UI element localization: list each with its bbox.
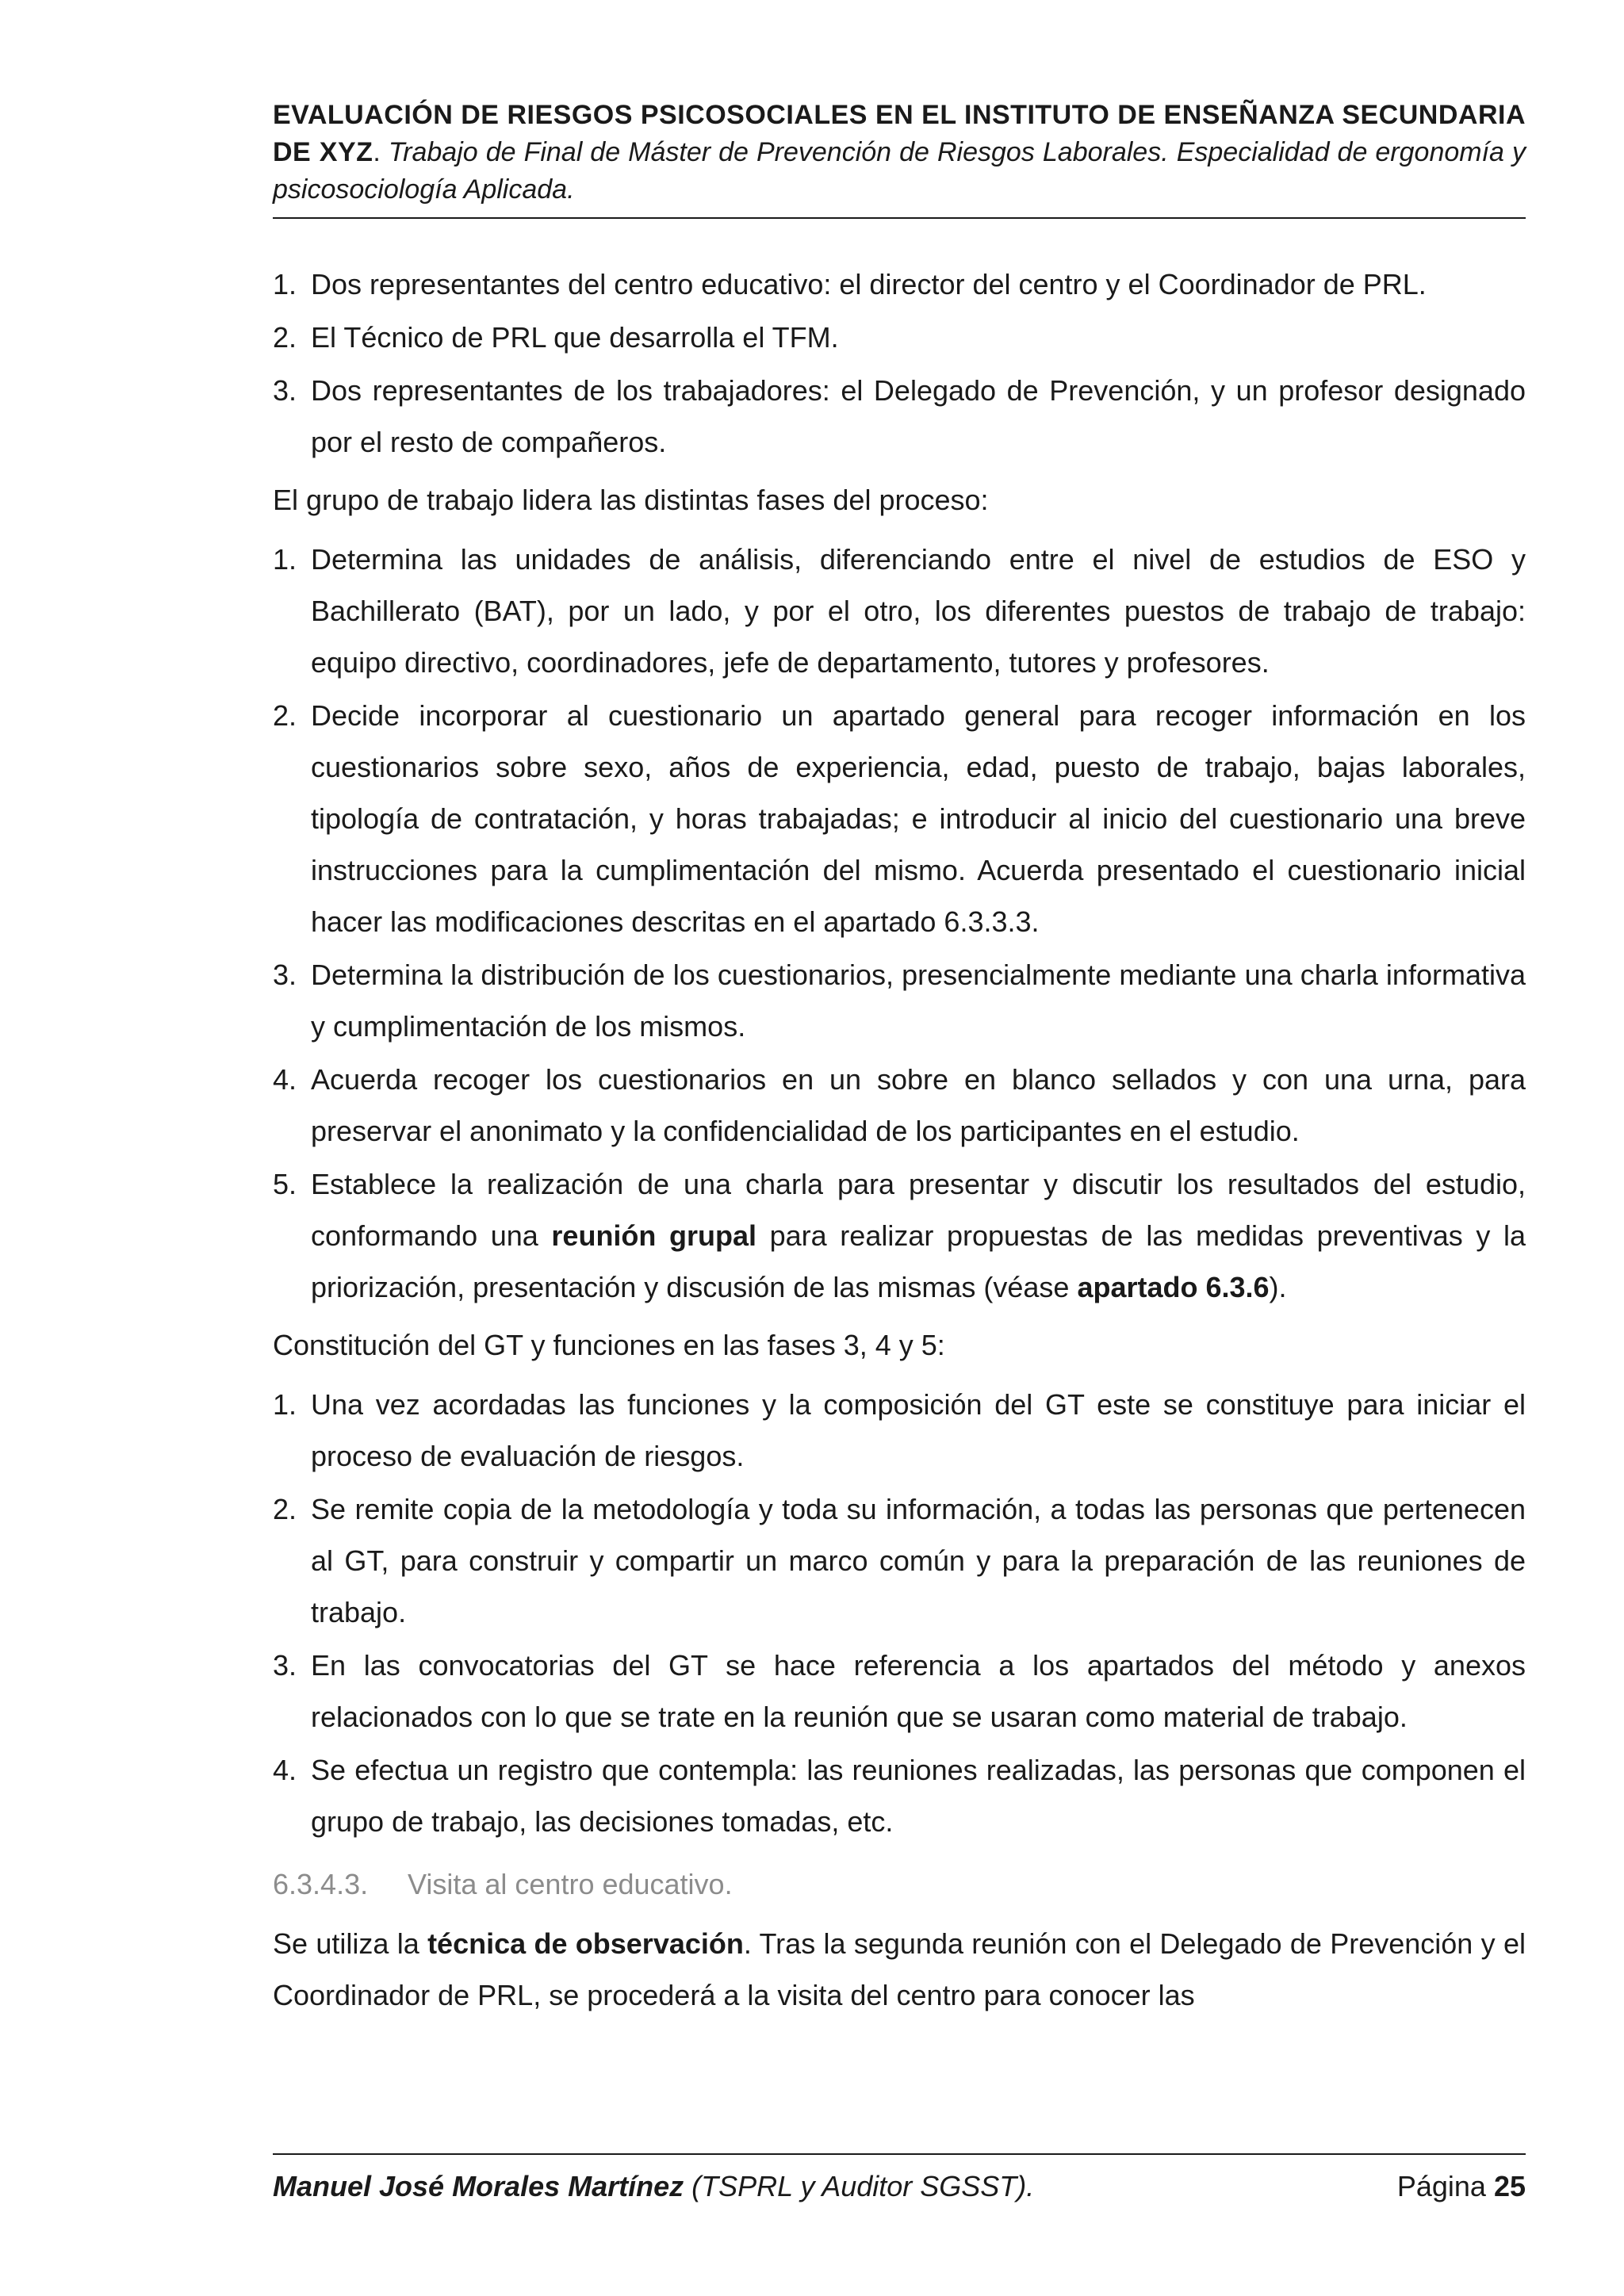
author-role: (TSPRL y Auditor SGSST).: [684, 2170, 1035, 2202]
page-footer: [273, 2163, 1526, 2210]
list-number: 4.: [273, 1754, 297, 1786]
header-title: EVALUACIÓN DE RIESGOS PSICOSOCIALES EN EL INSTITUTO DE ENSEÑANZA SECUNDARIA DE XYZ: [273, 100, 1526, 167]
header-title-end: .: [373, 137, 381, 167]
list-number: 3.: [273, 1649, 297, 1682]
list-number: 4.: [273, 1063, 297, 1096]
list-number: 1.: [273, 268, 297, 300]
list-item: [273, 690, 1526, 947]
list-gt-functions: [273, 1379, 1526, 1847]
list-text: Dos representantes del centro educativo: el director del centro y el Coordinador de PRL.: [311, 268, 1427, 300]
list-number: 3.: [273, 959, 297, 991]
header-subtitle: Trabajo de Final de Máster de Prevención de Riesgos Laborales. Especialidad de ergonomía y psicosociología Aplicada.: [273, 137, 1526, 205]
list-text: Se efectua un registro que contempla: las reuniones realizadas, las personas que componen el grupo de trabajo, las decisiones tomadas, etc.: [311, 1754, 1526, 1838]
list-item: [273, 1640, 1526, 1743]
list-number: 1.: [273, 543, 297, 576]
list-number: 3.: [273, 374, 297, 407]
list-text: Determina las unidades de análisis, diferenciando entre el nivel de estudios de ESO y Bachillerato (BAT), por un lado, y por el otro, los diferentes puestos de trabajo de trabajo: equipo directivo, coordinadores, jefe de departamento, tutores y profesores.: [311, 543, 1526, 679]
bold-text: reunión grupal: [551, 1219, 757, 1252]
list-number: 2.: [273, 1493, 297, 1525]
header-divider: [273, 217, 1526, 219]
list-item: [273, 534, 1526, 688]
list-text: Acuerda recoger los cuestionarios en un sobre en blanco sellados y con una urna, para preservar el anonimato y la confidencialidad de los participantes en el estudio.: [311, 1063, 1526, 1147]
list-group-members: [273, 258, 1526, 468]
list-item: [273, 312, 1526, 363]
footer-divider: [273, 2153, 1526, 2155]
paragraph-text: Se utiliza la: [273, 1927, 428, 1960]
page-body: [273, 258, 1526, 2029]
paragraph-text: . Tras la segunda reunión con el Delegado de Prevención y el Coordinador de PRL, se procederá a la visita del centro para conocer las: [273, 1927, 1526, 2011]
paragraph-lidera: El grupo de trabajo lidera las distintas fases del proceso:: [273, 484, 989, 516]
list-process-phases: [273, 534, 1526, 1313]
list-text: ).: [1269, 1271, 1287, 1303]
bold-text: apartado 6.3.6: [1077, 1271, 1270, 1303]
list-item: [273, 1158, 1526, 1313]
section-heading: [273, 1858, 1526, 1910]
paragraph-constitucion: Constitución del GT y funciones en las fases 3, 4 y 5:: [273, 1329, 945, 1361]
list-text: Dos representantes de los trabajadores: el Delegado de Prevención, y un profesor designado por el resto de compañeros.: [311, 374, 1526, 458]
list-text: Se remite copia de la metodología y toda su información, a todas las personas que pertenecen al GT, para construir y compartir un marco común y para la preparación de las reuniones de trabajo.: [311, 1493, 1526, 1628]
list-text: para realizar propuestas de las medidas preventivas y la priorización, presentación y discusión de las mismas (véase: [311, 1219, 1526, 1303]
list-number: 2.: [273, 699, 297, 732]
page-label: Página: [1396, 2170, 1494, 2202]
list-item: [273, 949, 1526, 1052]
list-text: En las convocatorias del GT se hace referencia a los apartados del método y anexos relacionados con lo que se trate en la reunión que se usaran como material de trabajo.: [311, 1649, 1526, 1733]
list-text: Establece la realización de una charla para presentar y discutir los resultados del estudio, conformando una: [311, 1168, 1526, 1252]
footer-author: [273, 2163, 1034, 2210]
page-number-value: 25: [1493, 2170, 1526, 2202]
author-name: Manuel José Morales Martínez: [273, 2170, 684, 2202]
list-number: 2.: [273, 321, 297, 354]
paragraph-observacion: [273, 1918, 1526, 2021]
list-text: El Técnico de PRL que desarrolla el TFM.: [311, 321, 839, 354]
list-item: [273, 258, 1526, 310]
list-number: 1.: [273, 1388, 297, 1421]
list-item: [273, 1483, 1526, 1638]
bold-text: técnica de observación: [427, 1927, 744, 1960]
page-header: [273, 97, 1526, 209]
list-item: [273, 1744, 1526, 1847]
section-number: 6.3.4.3.: [273, 1868, 369, 1900]
list-text: Determina la distribución de los cuestionarios, presencialmente mediante una charla informativa y cumplimentación de los mismos.: [311, 959, 1526, 1043]
page-number: [1397, 2163, 1526, 2210]
section-title: Visita al centro educativo.: [408, 1868, 733, 1900]
list-text: Decide incorporar al cuestionario un apartado general para recoger información en los cuestionarios sobre sexo, años de experiencia, edad, puesto de trabajo, bajas laborales, tipología de contratación, y horas trabajadas; e introducir al inicio del cuestionario una breve instrucciones para la cumplimentación del mismo. Acuerda presentado el cuestionario inicial hacer las modificaciones descritas en el apartado 6.3.3.3.: [311, 699, 1526, 938]
list-number: 5.: [273, 1168, 297, 1200]
list-item: [273, 365, 1526, 468]
list-item: [273, 1379, 1526, 1482]
list-text: Una vez acordadas las funciones y la composición del GT este se constituye para iniciar el proceso de evaluación de riesgos.: [311, 1388, 1526, 1472]
list-item: [273, 1054, 1526, 1157]
